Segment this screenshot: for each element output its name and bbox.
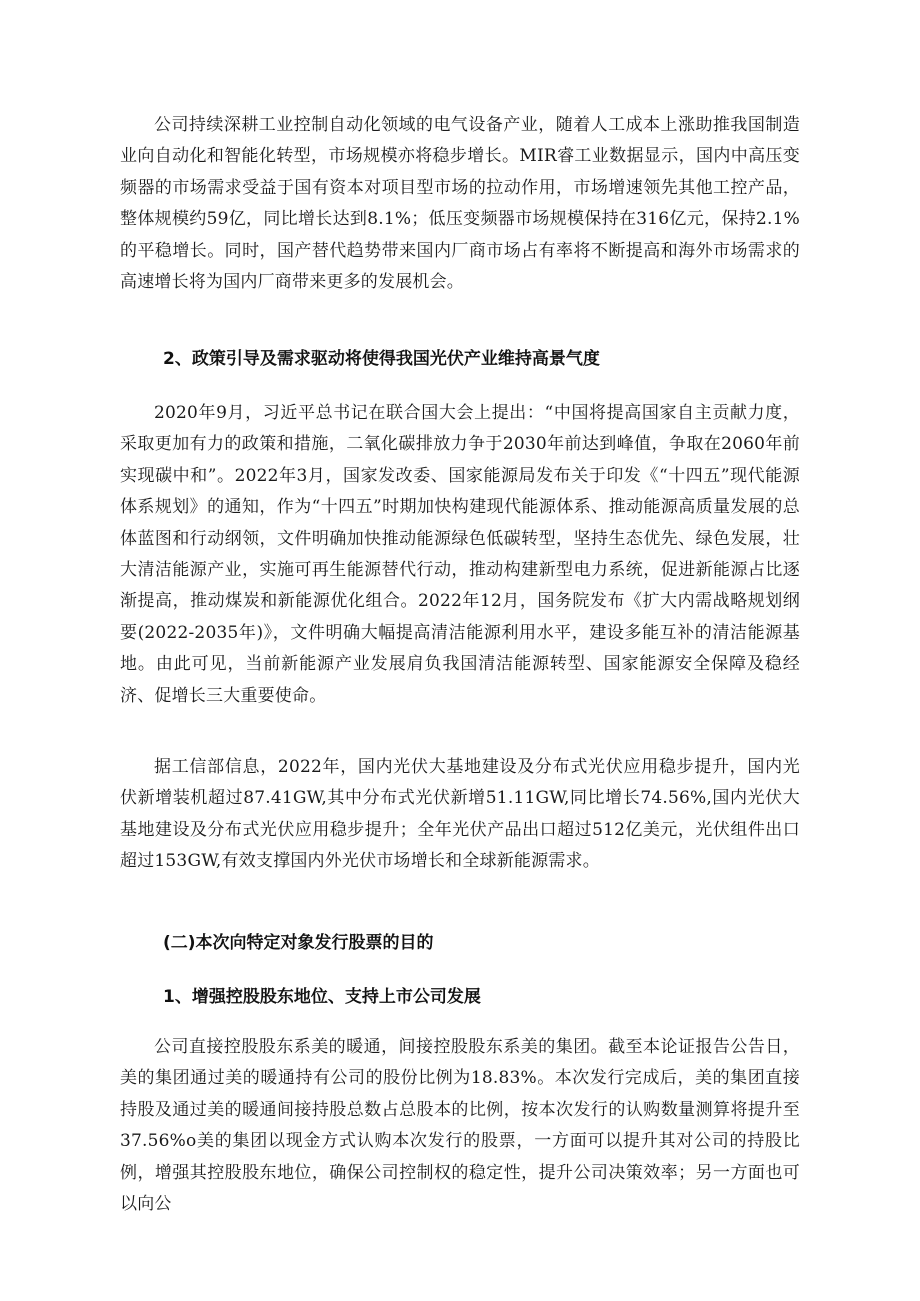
section-heading-photovoltaic: 2、政策引导及需求驱动将使得我国光伏产业维持高景气度 — [163, 349, 600, 369]
paragraph-shareholding: 公司直接控股股东系美的暖通，间接控股股东系美的集团。截至本论证报告公告日，美的集团通过美的暖通持有公司的股份比例为18.83%。本次发行完成后，美的集团直接持股及通过美的暖通间接持股总数占总股本的比例，按本次发行的认购数量测算将提升至37.56%o美的集团以现金方式认购本次发行的股票，一方面可以提升其对公司的持股比例，增强其控股股东地位，确保公司控制权的稳定性，提升公司决策效率；另一方面也可以向公 — [120, 1037, 800, 1215]
section-heading-issuance-purpose: (二)本次向特定对象发行股票的目的 — [163, 933, 434, 953]
paragraph-industry-control: 公司持续深耕工业控制自动化领域的电气设备产业，随着人工成本上涨助推我国制造业向自动化和智能化转型，市场规模亦将稳步增长。MIR睿工业数据显示，国内中高压变频器的市场需求受益于国有资本对项目型市场的拉动作用，市场增速领先其他工控产品，整体规模约59亿，同比增长达到8.1%；低压变频器市场规模保持在316亿元，保持2.1%的平稳增长。同时，国产替代趋势带来国内厂商市场占有率将不断提高和海外市场需求的高速增长将为国内厂商带来更多的发展机会。 — [120, 115, 800, 293]
paragraph-policy: 2020年9月，习近平总书记在联合国大会上提出：“中国将提高国家自主贡献力度，采取更加有力的政策和措施，二氧化碳排放力争于2030年前达到峰值，争取在2060年前实现碳中和”。2022年3月，国家发改委、国家能源局发布关于印发《“十四五”现代能源体系规划》的通知，作为“十四五”时期加快构建现代能源体系、推动能源高质量发展的总体蓝图和行动纲领，文件明确加快推动能源绿色低碳转型，坚持生态优先、绿色发展，壮大清洁能源产业，实施可再生能源替代行动，推动构建新型电力系统，促进新能源占比逐渐提高，推动煤炭和新能源优化组合。2022年12月，国务院发布《扩大内需战略规划纲要(2022-2035年)》，文件明确大幅提高清洁能源利用水平，建设多能互补的清洁能源基地。由此可见，当前新能源产业发展肩负我国清洁能源转型、国家能源安全保障及稳经济、促增长三大重要使命。 — [120, 403, 800, 706]
section-heading-controlling-shareholder: 1、增强控股股东地位、支持上市公司发展 — [163, 987, 481, 1007]
paragraph-photovoltaic-data: 据工信部信息，2022年，国内光伏大基地建设及分布式光伏应用稳步提升，国内光伏新增装机超过87.41GW,其中分布式光伏新增51.11GW,同比增长74.56%,国内光伏大基地建设及分布式光伏应用稳步提升；全年光伏产品出口超过512亿美元，光伏组件出口超过153GW,有效支撑国内外光伏市场增长和全球新能源需求。 — [120, 757, 800, 872]
